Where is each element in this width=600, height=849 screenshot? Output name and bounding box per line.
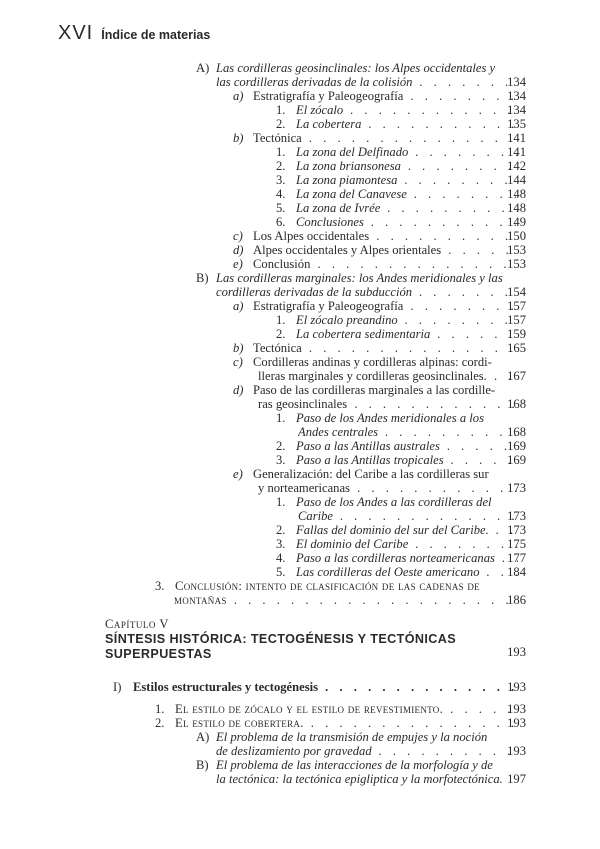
chapter-title: SÍNTESIS HISTÓRICA: TECTOGÉNESIS Y TECTÓNICAS SUPERPUESTAS [105,632,457,661]
toc-entry-number: 3. [276,537,286,551]
toc-entry-title: Caribe . . . [298,509,518,523]
toc-entry-page: 157 [507,299,526,313]
toc-entry-title: la tectónica: la tectónica epigliptica y la morfotectónica. [216,772,503,786]
toc-entry-number: 1. [155,702,165,716]
toc-entry-page: 134 [507,103,526,117]
toc-entry-page: 141 [507,145,526,159]
toc-entry-title: La zona del Delfinado . . . [296,145,518,159]
toc-entry-number: 5. [276,201,286,215]
toc-entry-page: 153 [507,257,526,271]
toc-entry-number: d) [233,383,244,397]
toc-entry-page: 150 [507,229,526,243]
toc-entry-number: 1. [276,495,286,509]
toc-entry-page: 144 [507,173,526,187]
toc-entry-title: Paso de los Andes meridionales a los [296,411,484,425]
toc-entry-page: 148 [507,201,526,215]
toc-entry-title: La zona del Canavese . . . [296,187,518,201]
toc-entry-title: El estilo de cobertera. . . . [175,716,518,730]
toc-entry-title: Paso de las cordilleras marginales a las cordille- [253,383,496,397]
toc-entry-title: Paso de los Andes a las cordilleras del [296,495,492,509]
toc-entry-page: 169 [507,453,526,467]
toc-entry-title: Paso a las cordilleras norteamericanas . . . [296,551,518,565]
toc-entry-number: 5. [276,565,286,579]
toc-entry-title: Estratigrafía y Paleogeografía . . . [253,89,518,103]
toc-entry-number: I) [113,680,122,694]
toc-entry-page: 186 [507,593,526,607]
toc-entry-page: 173 [507,481,526,495]
toc-entry-title: El problema de las interacciones de la morfología y de [216,758,493,772]
toc-entry-page: 193 [507,744,526,758]
toc-entry-number: 3. [155,579,165,593]
toc-entry-page: 141 [507,131,526,145]
toc-entry-number: 4. [276,551,286,565]
toc-entry-page: 153 [507,243,526,257]
toc-entry-title: Paso a las Antillas tropicales . . . [296,453,518,467]
toc-entry-title: Tectónica . . . [253,131,518,145]
toc-entry-title: Generalización: del Caribe a las cordilleras sur [253,467,489,481]
toc-entry-number: 3. [276,453,286,467]
toc-entry-page: 169 [507,439,526,453]
toc-entry-number: 2. [276,117,286,131]
toc-entry-title: La zona briansonesa . . . [296,159,518,173]
toc-entry-title: Los Alpes occidentales . . . [253,229,518,243]
toc-entry-title: Conclusiones . . . [296,215,518,229]
toc-entry-number: b) [233,341,244,355]
toc-entry-title: Las cordilleras marginales: los Andes meridionales y las [216,271,503,285]
toc-entry-title: lleras marginales y cordilleras geosinclinales. . . . [258,369,518,383]
toc-entry-page: 159 [507,327,526,341]
toc-entry-title: La zona piamontesa . . . [296,173,518,187]
toc-entry-title: Las cordilleras geosinclinales: los Alpes occidentales y [216,61,496,75]
toc-entry-title: cordilleras derivadas de la subducción . . . [216,285,518,299]
chapter-page-number: 193 [507,645,526,659]
toc-entry-page: 177 [507,551,526,565]
toc-entry-number: c) [233,355,243,369]
toc-entry-title: Conclusión: intento de clasificación de las cadenas de [175,579,480,593]
toc-entry-title: Paso a las Antillas australes . . . [296,439,518,453]
toc-entry-title: Cordilleras andinas y cordilleras alpinas: cordi- [253,355,492,369]
toc-entry-title: El problema de la transmisión de empujes y la noción [216,730,488,744]
toc-entry-title: Las cordilleras del Oeste americano . . . [296,565,518,579]
toc-entry-title: ras geosinclinales . . . [258,397,518,411]
toc-entry-number: 2. [276,159,286,173]
toc-entry-page: 134 [507,89,526,103]
toc-entry-title: Andes centrales . . . [298,425,518,439]
toc-entry-title: El zócalo . . . [296,103,518,117]
toc-entry-page: 173 [507,523,526,537]
toc-entry-page: 157 [507,313,526,327]
toc-entry-page: 193 [507,716,526,730]
toc-entry-number: 3. [276,173,286,187]
toc-entry-title: El estilo de zócalo y el estilo de revestimiento. . . . [175,702,518,716]
toc-entry-number: B) [196,271,209,285]
toc-entry-number: 1. [276,313,286,327]
toc-entry-title: Tectónica . . . [253,341,518,355]
toc-entry-page: 173 [507,509,526,523]
toc-entry-title: La cobertera sedimentaria . . . [296,327,518,341]
toc-entry-number: a) [233,299,244,313]
toc-entry-title: y norteamericanas . . . [258,481,518,495]
toc-entry-page: 154 [507,285,526,299]
toc-entry-number: b) [233,131,244,145]
toc-entry-number: e) [233,467,243,481]
toc-entry-number: A) [196,61,210,75]
toc-entry-page: 184 [507,565,526,579]
toc-entry-number: e) [233,257,243,271]
page-folio: XVI [58,22,94,44]
toc-entry-number: 2. [276,439,286,453]
toc-entry-number: c) [233,229,243,243]
toc-entry-title: El dominio del Caribe . . . [296,537,518,551]
toc-entry-page: 168 [507,425,526,439]
toc-entry-number: A) [196,730,210,744]
toc-entry-page: 134 [507,75,526,89]
toc-entry-number: 1. [276,145,286,159]
toc-entry-title: La zona de Ivrée . . . [296,201,518,215]
toc-entry-page: 168 [507,397,526,411]
toc-entry-number: 1. [276,103,286,117]
toc-entry-page: 167 [507,369,526,383]
toc-entry-number: 4. [276,187,286,201]
toc-entry-number: 2. [276,327,286,341]
toc-entry-title: Fallas del dominio del sur del Caribe. . . . [296,523,518,537]
running-title: Índice de materias [101,28,211,42]
toc-entry-number: 2. [155,716,165,730]
toc-entry-page: 142 [507,159,526,173]
toc-entry-title: La cobertera . . . [296,117,518,131]
toc-entry-number: a) [233,89,244,103]
toc-entry-title: Estratigrafía y Paleogeografía . . . [253,299,518,313]
toc-entry-page: 175 [507,537,526,551]
toc-entry-title: Alpes occidentales y Alpes orientales . . . [253,243,518,257]
toc-entry-number: B) [196,758,209,772]
toc-entry-number: 2. [276,523,286,537]
toc-entry-page: 165 [507,341,526,355]
toc-entry-number: d) [233,243,244,257]
toc-entry-page: 197 [507,772,526,786]
toc-entry-title: Conclusión . . . [253,257,518,271]
toc-entry-title: El zócalo preandino . . . [296,313,518,327]
toc-entry-page: 149 [507,215,526,229]
toc-entry-page: 193 [507,702,526,716]
toc-entry-page: 135 [507,117,526,131]
toc-entry-title: de deslizamiento por gravedad . . . [216,744,518,758]
toc-entry-title: las cordilleras derivadas de la colisión . . . [216,75,518,89]
toc-entry-number: 1. [276,411,286,425]
toc-entry-page: 148 [507,187,526,201]
toc-entry-page: 193 [507,680,526,694]
toc-entry-title: montañas . . . [174,593,518,607]
toc-entry-number: 6. [276,215,286,229]
chapter-label: Capítulo V [105,617,169,631]
toc-entry-title: Estilos estructurales y tectogénesis . . . [133,680,518,694]
